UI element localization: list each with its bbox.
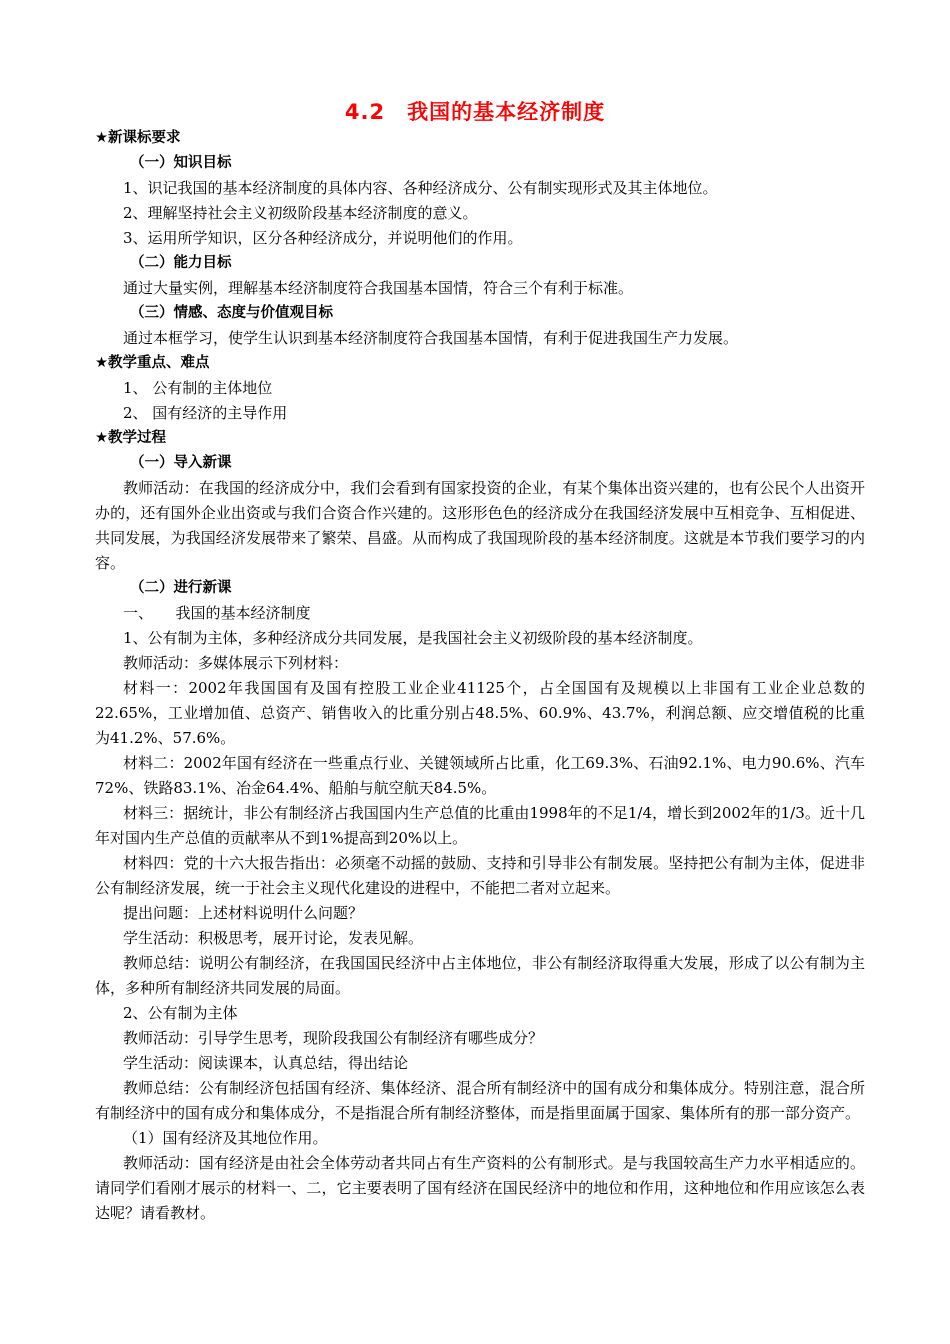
paragraph: 材料二：2002年国有经济在一些重点行业、关键领域所占比重，化工69.3%、石油92.1%、电力90.6%、汽车72%、铁路83.1%、冶金64.4%、船舶与航空航天84.5%。 [95, 754, 865, 797]
paragraph: 提出问题：上述材料说明什么问题？ [123, 904, 364, 922]
section-heading-curriculum: ★新课标要求 [95, 130, 181, 146]
paragraph: 通过大量实例，理解基本经济制度符合我国基本国情，符合三个有利于标准。 [123, 279, 634, 297]
page-title: 4.2 我国的基本经济制度 [344, 100, 606, 124]
paragraph: 1、公有制为主体，多种经济成分共同发展，是我国社会主义初级阶段的基本经济制度。 [123, 629, 703, 647]
section-heading-process: ★教学过程 [95, 430, 166, 446]
paragraph: 教师总结：说明公有制经济，在我国国民经济中占主体地位，非公有制经济取得重大发展，形成了以公有制为主体，多种所有制经济共同发展的局面。 [95, 954, 865, 997]
paragraph: 材料一：2002年我国国有及国有控股工业企业41125个，占全国国有及规模以上非国有工业企业总数的22.65%，工业增加值、总资产、销售收入的比重分别占48.5%、60.9%、43.7%，利润总额、应交增值税的比重为41.2%、57.6%。 [95, 679, 865, 747]
paragraph: 学生活动：阅读课本，认真总结，得出结论 [123, 1054, 409, 1072]
section-heading-key-points: ★教学重点、难点 [95, 355, 210, 371]
paragraph: 教师活动：引导学生思考，现阶段我国公有制经济有哪些成分？ [123, 1029, 544, 1047]
paragraph: 教师活动：在我国的经济成分中，我们会看到有国家投资的企业，有某个集体出资兴建的，也有公民个人出资开办的，还有国外企业出资或与我们合资合作兴建的。这形形色色的经济成分在我国经济发展中互相竞争、互相促进、共同发展，为我国经济发展带来了繁荣、昌盛。从而构成了我国现阶段的基本经济制度。这就是本节我们要学习的内容。 [95, 479, 865, 572]
paragraph: 学生活动：积极思考，展开讨论，发表见解。 [123, 929, 424, 947]
list-item: 2、 国有经济的主导作用 [123, 404, 288, 422]
paragraph: 材料四：党的十六大报告指出：必须毫不动摇的鼓励、支持和引导非公有制发展。坚持把公有制为主体，促进非公有制经济发展，统一于社会主义现代化建设的进程中，不能把二者对立起来。 [95, 854, 865, 897]
subheading-new-lesson: （二）进行新课 [130, 580, 232, 596]
document-body [95, 126, 865, 1226]
paragraph: 教师活动：多媒体展示下列材料： [123, 654, 349, 672]
paragraph: 材料三：据统计，非公有制经济占我国国内生产总值的比重由1998年的不足1/4，增长到2002年的1/3。近十几年对国内生产总值的贡献率从不到1%提高到20%以上。 [95, 804, 865, 847]
paragraph: 通过本框学习，使学生认识到基本经济制度符合我国基本国情，有利于促进我国生产力发展。 [123, 329, 739, 347]
paragraph: 2、公有制为主体 [123, 1004, 238, 1022]
paragraph: 教师总结：公有制经济包括国有经济、集体经济、混合所有制经济中的国有成分和集体成分。特别注意，混合所有制经济中的国有成分和集体成分，不是指混合所有制经济整体，而是指里面属于国家、集体所有的那一部分资产。 [95, 1079, 865, 1122]
paragraph: 一、 我国的基本经济制度 [123, 604, 311, 622]
subheading-knowledge-goals: （一）知识目标 [130, 155, 232, 171]
list-item: 1、 公有制的主体地位 [123, 379, 273, 397]
paragraph: 1、识记我国的基本经济制度的具体内容、各种经济成分、公有制实现形式及其主体地位。 [123, 179, 718, 197]
paragraph: （1）国有经济及其地位作用。 [123, 1129, 328, 1147]
subheading-ability-goals: （二）能力目标 [130, 255, 232, 271]
paragraph: 3、运用所学知识，区分各种经济成分，并说明他们的作用。 [123, 229, 523, 247]
subheading-intro: （一）导入新课 [130, 455, 232, 471]
paragraph: 2、理解坚持社会主义初级阶段基本经济制度的意义。 [123, 204, 478, 222]
subheading-values-goals: （三）情感、态度与价值观目标 [130, 305, 333, 321]
paragraph: 教师活动：国有经济是由社会全体劳动者共同占有生产资料的公有制形式。是与我国较高生产力水平相适应的。请同学们看刚才展示的材料一、二，它主要表明了国有经济在国民经济中的地位和作用，这种地位和作用应该怎么表达呢？请看教材。 [95, 1154, 865, 1222]
